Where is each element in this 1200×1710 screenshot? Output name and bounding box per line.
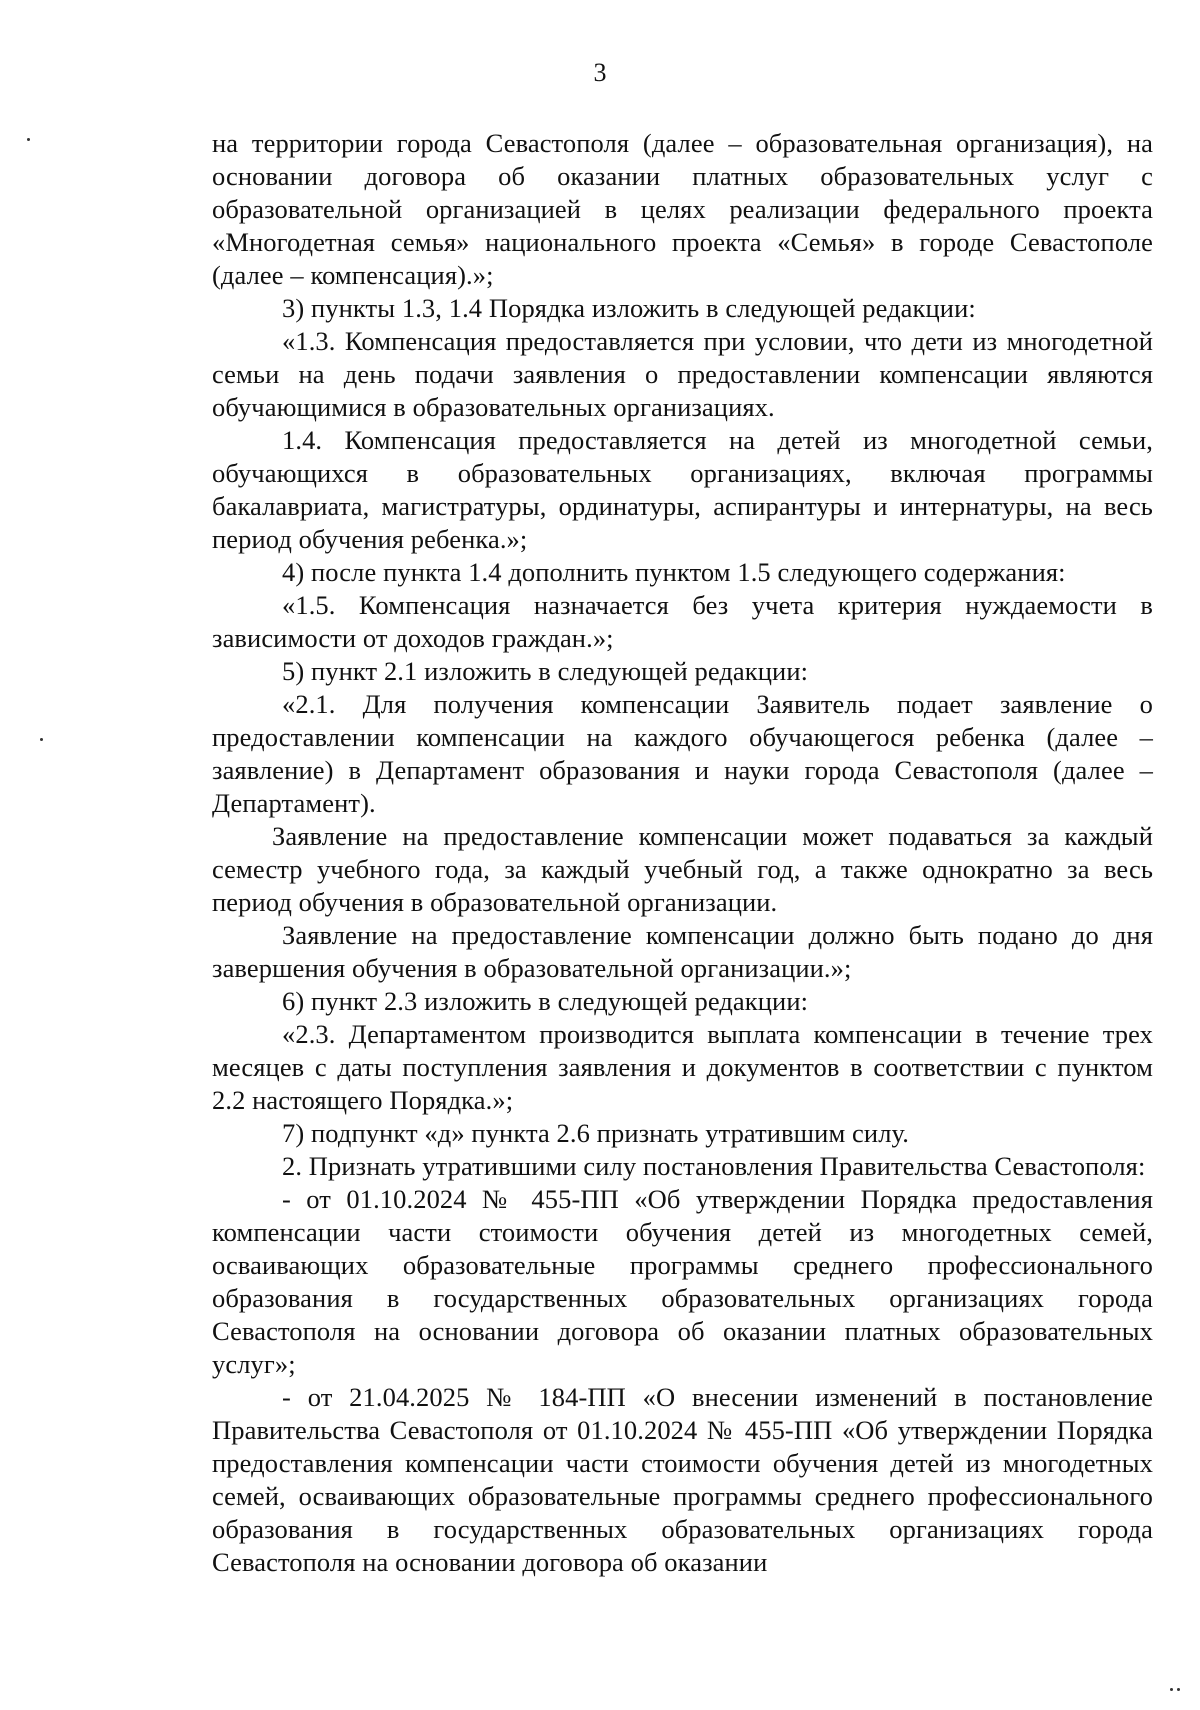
scan-speck [1177, 1688, 1180, 1691]
paragraph-10: Заявление на предоставление компенсации должно быть подано до дня завершения обучения в образовательной организации.»; [212, 920, 1153, 983]
page-number: 3 [593, 58, 607, 87]
paragraph-14: 2. Признать утратившими силу постановления Правительства Севастополя: [282, 1151, 1146, 1181]
paragraph-7: 5) пункт 2.1 изложить в следующей редакции: [282, 656, 809, 686]
paragraph-13: 7) подпункт «д» пункта 2.6 признать утратившим силу. [282, 1118, 909, 1148]
paragraph-12: «2.3. Департаментом производится выплата компенсации в течение трех месяцев с даты поступления заявления и документов в соответствии с пунктом 2.2 настоящего Порядка.»; [212, 1019, 1153, 1115]
document-body [212, 127, 1153, 1579]
paragraph-8: «2.1. Для получения компенсации Заявитель подает заявление о предоставлении компенсации на каждого обучающегося ребенка (далее – заявление) в Департамент образования и науки города Севастополя (далее – Департамент). [212, 689, 1153, 818]
paragraph-9: Заявление на предоставление компенсации может подаваться за каждый семестр учебного года, за каждый учебный год, а также однократно за весь период обучения в образовательной организации. [212, 821, 1153, 917]
paragraph-4: 1.4. Компенсация предоставляется на детей из многодетной семьи, обучающихся в образовательных организациях, включая программы бакалавриата, магистратуры, ординатуры, аспирантуры и интернатуры, на весь период обучения ребенка.»; [212, 425, 1153, 554]
scan-speck [40, 738, 43, 741]
scan-speck [27, 138, 30, 141]
scan-speck [1170, 1688, 1173, 1691]
paragraph-16: - от 21.04.2025 № 184-ПП «О внесении изменений в постановление Правительства Севастополя от 01.10.2024 № 455-ПП «Об утверждении Порядка предоставления компенсации части стоимости обучения детей из многодетных семей, осваивающих образовательные программы среднего профессионального образования в государственных образовательных организациях города Севастополя на основании договора об оказании [212, 1382, 1153, 1577]
paragraph-11: 6) пункт 2.3 изложить в следующей редакции: [282, 986, 809, 1016]
paragraph-15: - от 01.10.2024 № 455-ПП «Об утверждении Порядка предоставления компенсации части стоимости обучения детей из многодетных семей, осваивающих образовательные программы среднего профессионального образования в государственных образовательных организациях города Севастополя на основании договора об оказании платных образовательных услуг»; [212, 1184, 1153, 1379]
paragraph-5: 4) после пункта 1.4 дополнить пунктом 1.5 следующего содержания: [282, 557, 1066, 587]
paragraph-3: «1.3. Компенсация предоставляется при условии, что дети из многодетной семьи на день подачи заявления о предоставлении компенсации являются обучающимися в образовательных организациях. [212, 326, 1153, 422]
paragraph-2: 3) пункты 1.3, 1.4 Порядка изложить в следующей редакции: [282, 293, 976, 323]
paragraph-6: «1.5. Компенсация назначается без учета критерия нуждаемости в зависимости от доходов граждан.»; [212, 590, 1153, 653]
paragraph-1: на территории города Севастополя (далее – образовательная организация), на основании договора об оказании платных образовательных услуг с образовательной организацией в целях реализации федерального проекта «Многодетная семья» национального проекта «Семья» в городе Севастополе (далее – компенсация).»; [212, 128, 1153, 290]
